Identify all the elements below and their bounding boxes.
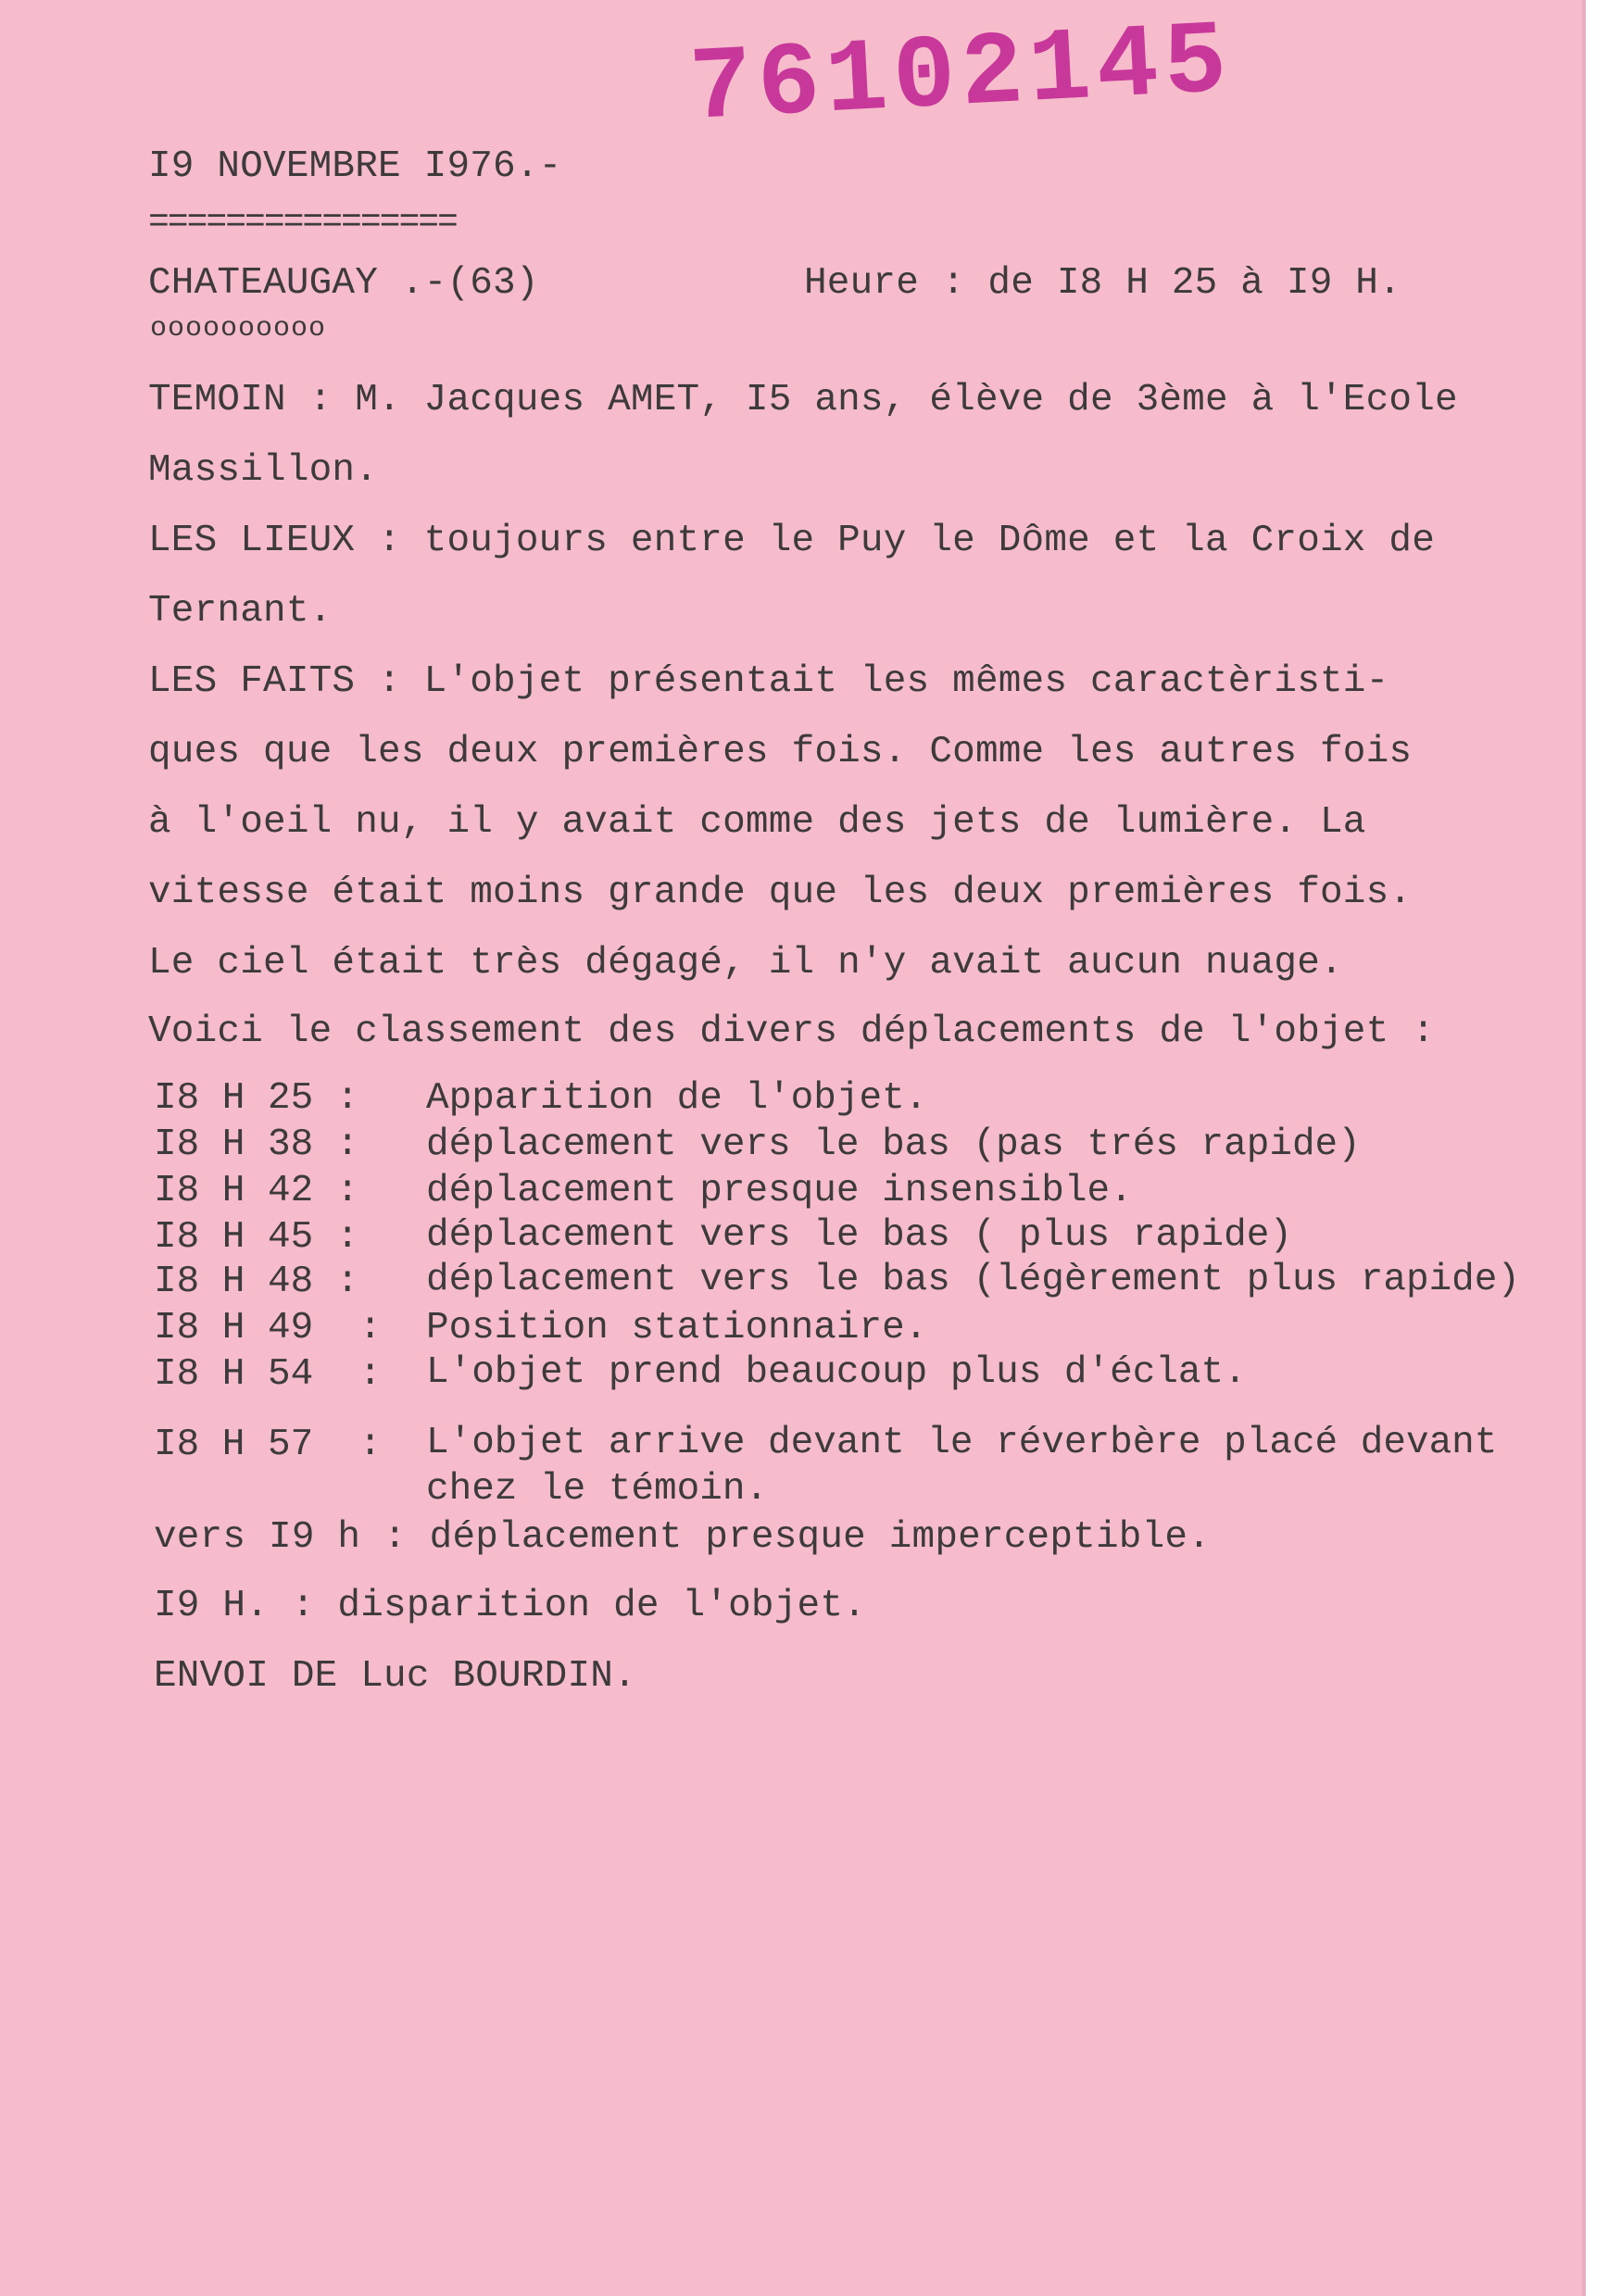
timeline-time: I8 H 49 : <box>154 1307 383 1349</box>
around-line: vers I9 h : déplacement presque imperceptible. <box>154 1516 1211 1559</box>
sender-line: ENVOI DE Luc BOURDIN. <box>154 1655 636 1698</box>
location-underline: oooooooooo <box>150 313 327 345</box>
facts-line: vitesse était moins grande que les deux premières fois. <box>148 872 1413 914</box>
timeline-time: I8 H 54 : <box>154 1353 383 1396</box>
hour-line: Heure : de I8 H 25 à I9 H. <box>804 262 1401 305</box>
timeline-text: déplacement vers le bas (légèrement plus rapide) <box>426 1259 1520 1301</box>
timeline-text: L'objet prend beaucoup plus d'éclat. <box>426 1351 1247 1394</box>
places-line-1: LES LIEUX : toujours entre le Puy le Dôme et la Croix de <box>148 520 1436 562</box>
facts-line: Voici le classement des divers déplacements de l'objet : <box>148 1010 1436 1053</box>
witness-line-2: Massillon. <box>148 449 379 492</box>
timeline-text: Position stationnaire. <box>426 1307 928 1349</box>
timeline-time: I8 H 48 : <box>154 1261 359 1303</box>
timeline-text: Apparition de l'objet. <box>426 1077 928 1120</box>
timeline-text: déplacement presque insensible. <box>426 1170 1133 1212</box>
facts-line: LES FAITS : L'objet présentait les mêmes caractèristi- <box>148 660 1389 703</box>
stamp-number: 76102145 <box>686 3 1236 149</box>
location-line: CHATEAUGAY .-(63) <box>148 262 539 305</box>
facts-line: à l'oeil nu, il y avait comme des jets de lumière. La <box>148 801 1366 844</box>
timeline-time: I8 H 42 : <box>154 1170 359 1212</box>
timeline-time: I8 H 57 : <box>154 1424 383 1466</box>
witness-line-1: TEMOIN : M. Jacques AMET, I5 ans, élève de 3ème à l'Ecole <box>148 379 1458 421</box>
timeline-text: déplacement vers le bas ( plus rapide) <box>426 1214 1292 1257</box>
timeline-text: L'objet arrive devant le réverbère placé devant <box>426 1422 1498 1464</box>
timeline-time: I8 H 45 : <box>154 1216 359 1259</box>
timeline-time: I8 H 38 : <box>154 1123 359 1166</box>
places-line-2: Ternant. <box>148 590 333 633</box>
facts-line: Le ciel était très dégagé, il n'y avait aucun nuage. <box>148 942 1343 985</box>
date-line: I9 NOVEMBRE I976.- <box>148 145 562 188</box>
end-line: I9 H. : disparition de l'objet. <box>154 1585 866 1627</box>
date-underline: ================ <box>148 206 457 241</box>
timeline-text: déplacement vers le bas (pas trés rapide) <box>426 1123 1361 1166</box>
facts-line: ques que les deux premières fois. Comme les autres fois <box>148 731 1413 773</box>
timeline-text: chez le témoin. <box>426 1468 769 1511</box>
timeline-time: I8 H 25 : <box>154 1077 359 1120</box>
